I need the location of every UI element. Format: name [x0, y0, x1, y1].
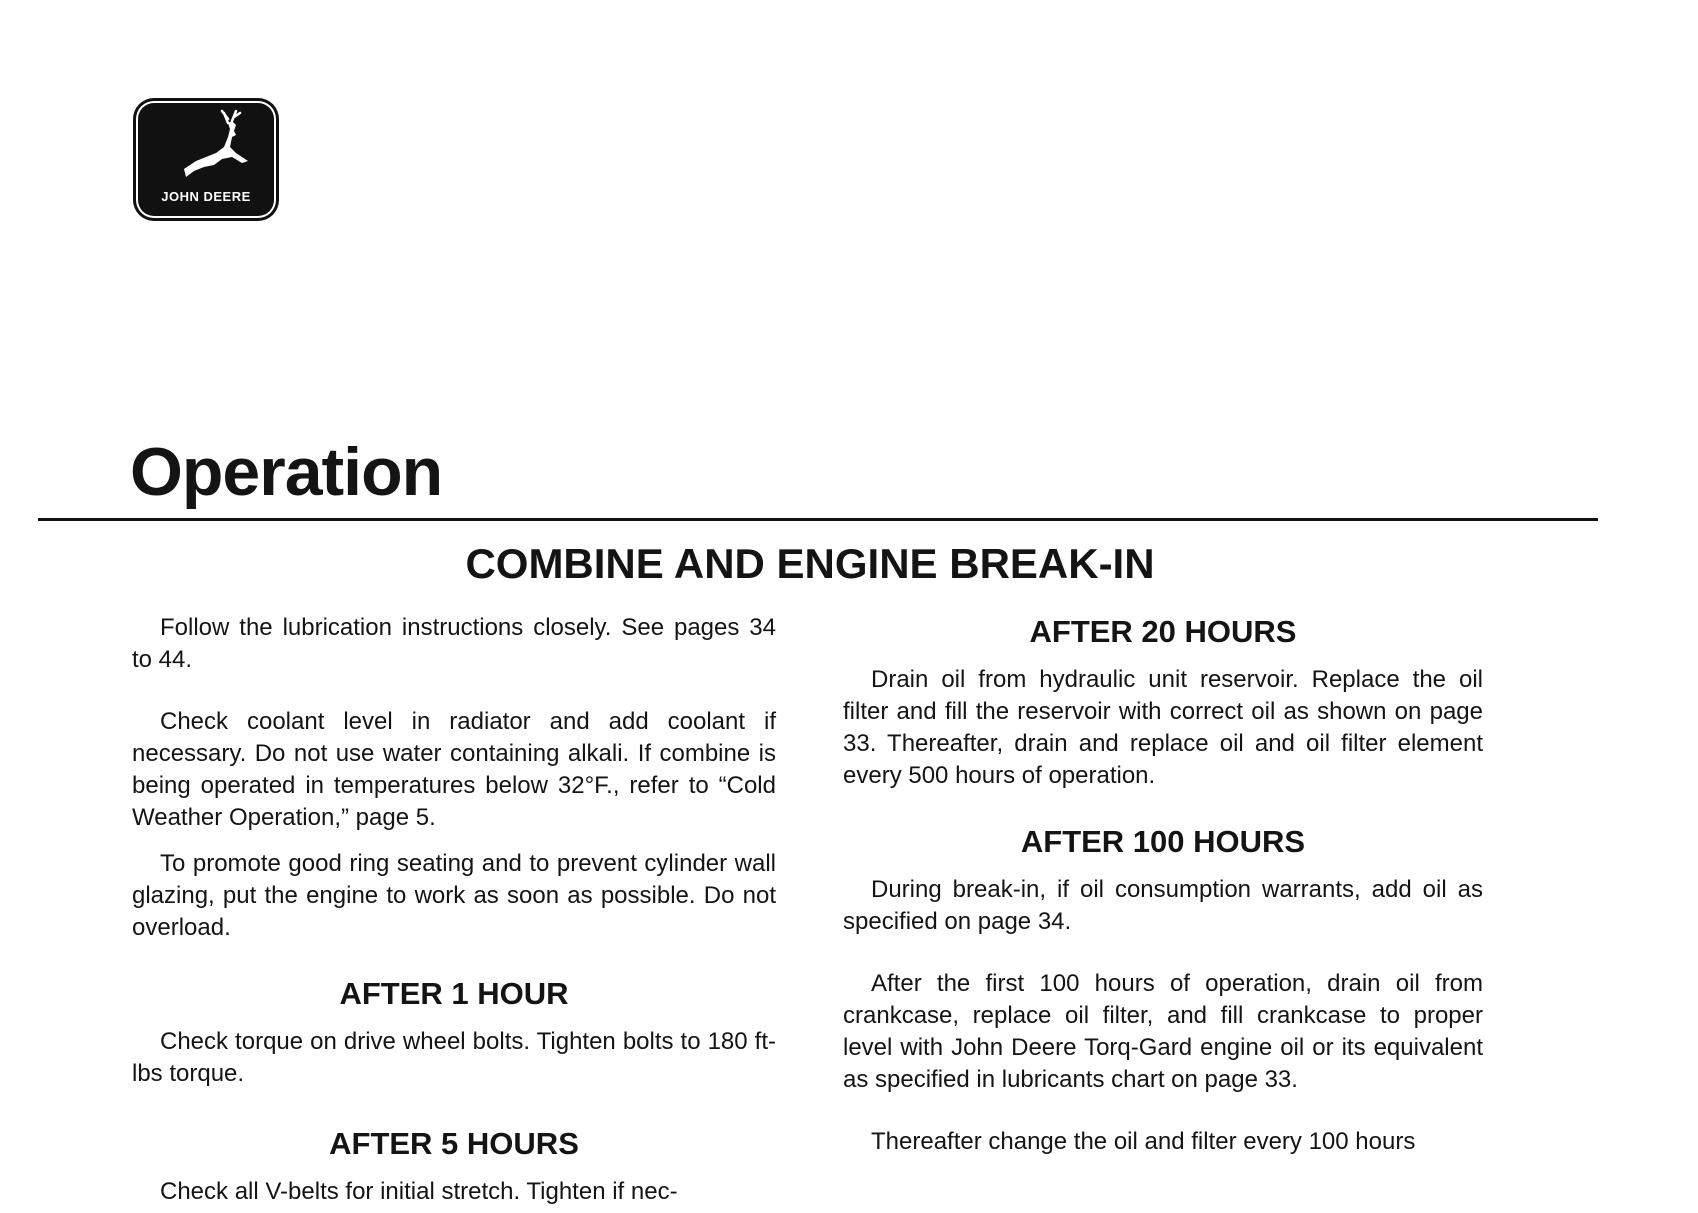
break-in-oil-paragraph: During break-in, if oil consumption warrants, add oil as specified on page 34.	[843, 876, 1483, 935]
ring-seating-paragraph: To promote good ring seating and to prevent cylinder wall glazing, put the engine to work as soon as possible. Do not overload.	[132, 850, 776, 941]
lubrication-paragraph: Follow the lubrication instructions closely. See pages 34 to 44.	[132, 614, 776, 673]
recurring-oil-change-paragraph: Thereafter change the oil and filter every 100 hours	[871, 1128, 1416, 1155]
after-1-hour-text: Check torque on drive wheel bolts. Tighten bolts to 180 ft-lbs torque.	[132, 1028, 776, 1087]
left-column	[132, 612, 776, 1208]
logo-wordmark: JOHN DEERE	[161, 189, 251, 204]
after-5-hours-text: Check all V-belts for initial stretch. Tighten if nec-	[160, 1178, 678, 1205]
section-title: COMBINE AND ENGINE BREAK-IN	[465, 540, 1155, 587]
coolant-paragraph: Check coolant level in radiator and add coolant if necessary. Do not use water containing alkali. If combine is being operated in temperatures below 32°F., refer to “Cold Weather Operation,” page 5.	[132, 708, 776, 831]
after-100-hours-heading: AFTER 100 HOURS	[1020, 824, 1306, 859]
first-oil-change-paragraph: After the first 100 hours of operation, drain oil from crankcase, replace oil filter, and fill crankcase to proper level with John Deere Torq-Gard engine oil or its equivalent as specified in lubricants chart on page 33.	[843, 970, 1483, 1093]
after-1-hour-heading: AFTER 1 HOUR	[339, 976, 569, 1011]
after-5-hours-heading: AFTER 5 HOURS	[329, 1126, 579, 1161]
after-20-hours-heading: AFTER 20 HOURS	[1029, 614, 1297, 649]
john-deere-logo	[136, 101, 276, 218]
page-title: Operation	[130, 434, 443, 510]
right-column	[843, 612, 1483, 1158]
leaping-deer-icon	[156, 107, 256, 187]
title-rule	[38, 518, 1598, 521]
after-20-hours-text: Drain oil from hydraulic unit reservoir. Replace the oil filter and fill the reservoir with correct oil as shown on page 33. Thereafter, drain and replace oil and oil filter element every 500 hours of operation.	[843, 666, 1483, 789]
